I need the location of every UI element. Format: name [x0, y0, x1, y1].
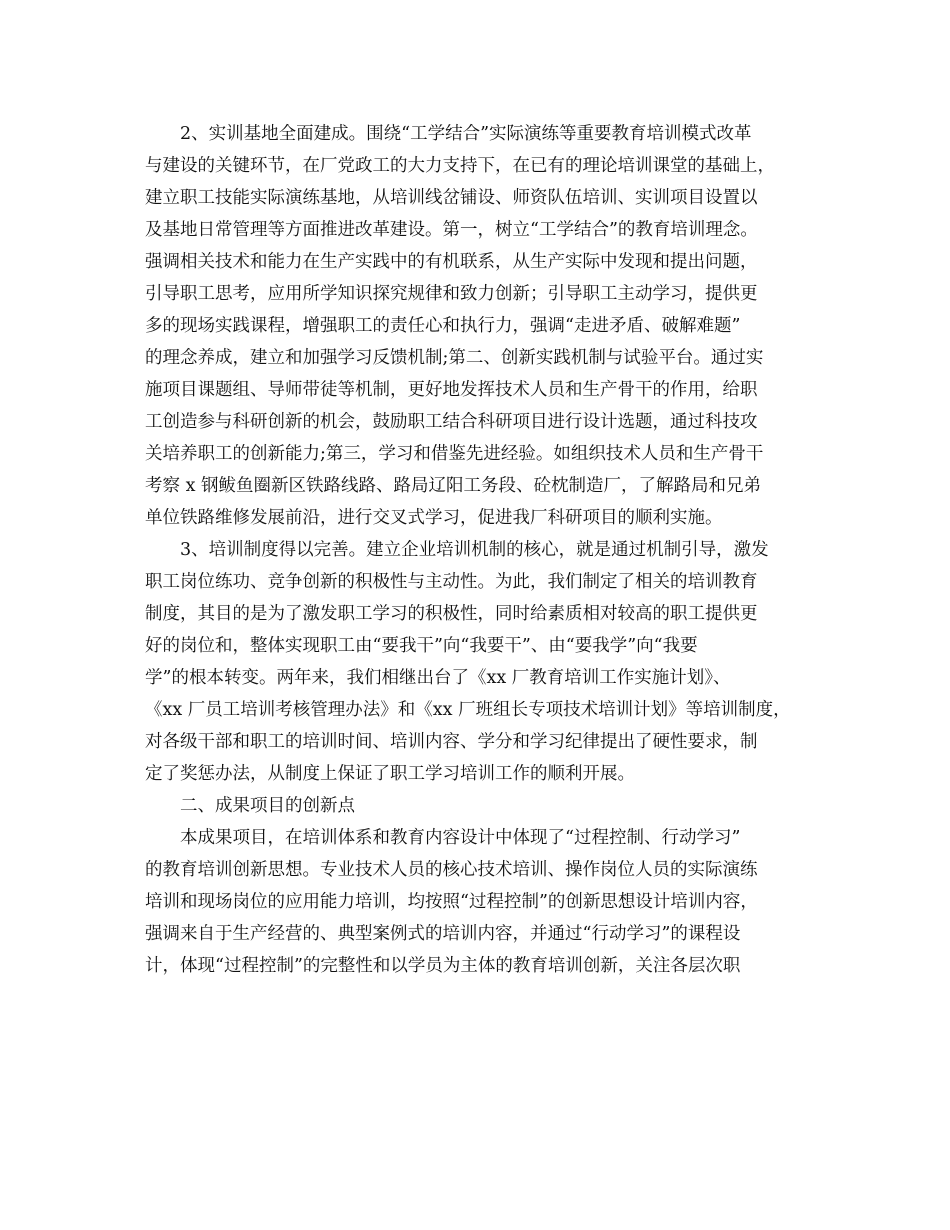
document-body	[145, 118, 815, 982]
text-line: 建立职工技能实际演练基地，从培训线岔铺设、师资队伍培训、实训项目设置以	[145, 188, 758, 208]
text-line: 的理念养成，建立和加强学习反馈机制;第二、创新实践机制与试验平台。通过实	[145, 348, 764, 368]
text-line: 多的现场实践课程，增强职工的责任心和执行力，强调“走进矛盾、破解难题”	[145, 316, 741, 336]
text-line: 3、培训制度得以完善。建立企业培训机制的核心，就是通过机制引导，激发	[180, 540, 769, 560]
text-line: 的教育培训创新思想。专业技术人员的核心技术培训、操作岗位人员的实际演练	[145, 860, 758, 880]
text-line: 关培养职工的创新能力;第三，学习和借鉴先进经验。如组织技术人员和生产骨干	[145, 444, 764, 464]
text-line: 学”的根本转变。两年来，我们相继出台了《xx 厂教育培训工作实施计划》、	[145, 668, 731, 688]
text-line: 培训和现场岗位的应用能力培训，均按照“过程控制”的创新思想设计培训内容，	[145, 892, 758, 912]
text-line: 二、成果项目的创新点	[180, 796, 355, 816]
text-line: 定了奖惩办法，从制度上保证了职工学习培训工作的顺利开展。	[145, 764, 635, 784]
text-line: 2、实训基地全面建成。围绕“工学结合”实际演练等重要教育培训模式改革	[180, 124, 752, 144]
text-line: 施项目课题组、导师带徒等机制，更好地发挥技术人员和生产骨干的作用，给职	[145, 380, 758, 400]
text-line: 制度，其目的是为了激发职工学习的积极性，同时给素质相对较高的职工提供更	[145, 604, 758, 624]
text-line: 强调来自于生产经营的、典型案例式的培训内容，并通过“行动学习”的课程设	[145, 924, 741, 944]
text-line: 工创造参与科研创新的机会，鼓励职工结合科研项目进行设计选题，通过科技攻	[145, 412, 758, 432]
text-line: 引导职工思考，应用所学知识探究规律和致力创新；引导职工主动学习，提供更	[145, 284, 758, 304]
text-line: 单位铁路维修发展前沿，进行交叉式学习，促进我厂科研项目的顺利实施。	[145, 508, 723, 528]
text-line: 强调相关技术和能力在生产实践中的有机联系，从生产实际中发现和提出问题，	[145, 252, 758, 272]
text-line: 本成果项目，在培训体系和教育内容设计中体现了“过程控制、行动学习”	[180, 828, 741, 848]
text-line: 及基地日常管理等方面推进改革建设。第一，树立“工学结合”的教育培训理念。	[145, 220, 758, 240]
text-line: 好的岗位和，整体实现职工由“要我干”向“我要干”、由“要我学”向“我要	[145, 636, 698, 656]
text-line: 计，体现“过程控制”的完整性和以学员为主体的教育培训创新，关注各层次职	[145, 956, 741, 976]
text-line: 与建设的关键环节，在厂党政工的大力支持下，在已有的理论培训课堂的基础上，	[145, 156, 775, 176]
text-line: 职工岗位练功、竞争创新的积极性与主动性。为此，我们制定了相关的培训教育	[145, 572, 758, 592]
text-line: 对各级干部和职工的培训时间、培训内容、学分和学习纪律提出了硬性要求，制	[145, 732, 758, 752]
text-line: 《xx 厂员工培训考核管理办法》和《xx 厂班组长专项技术培训计划》等培训制度，	[145, 700, 791, 720]
text-line: 考察 x 钢鲅鱼圈新区铁路线路、路局辽阳工务段、砼枕制造厂，了解路局和兄弟	[145, 476, 761, 496]
